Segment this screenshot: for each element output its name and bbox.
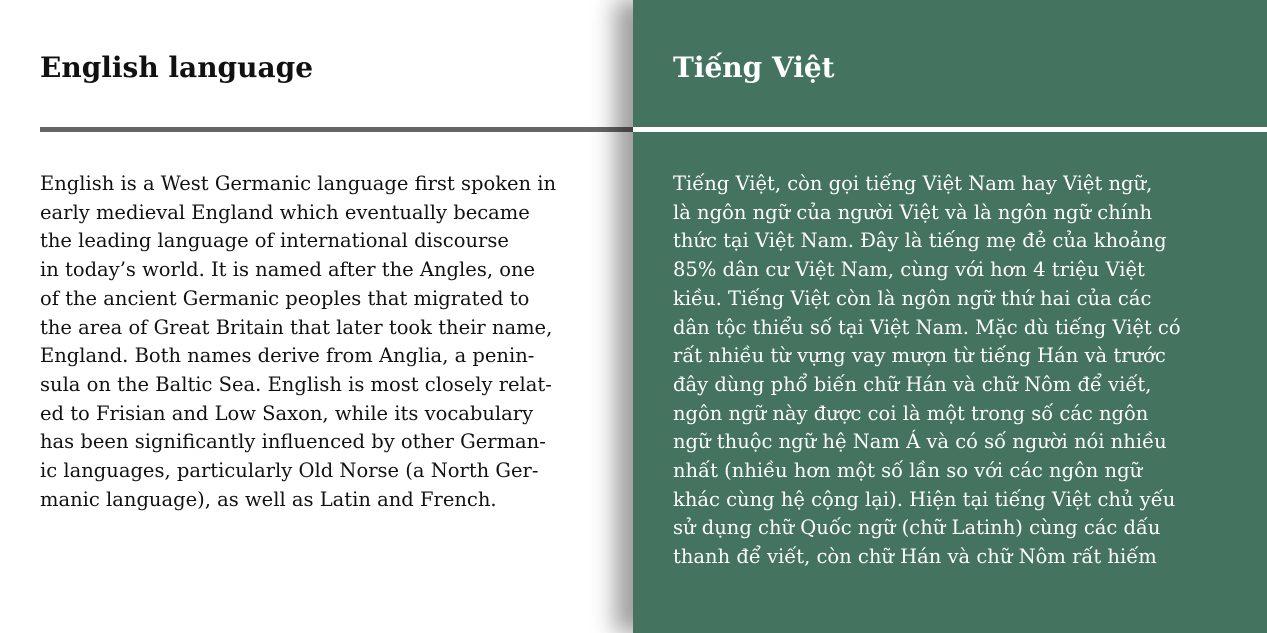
vietnamese-body-line: 85% dân cư Việt Nam, cùng với hơn 4 triệu Việt — [673, 258, 1145, 282]
vietnamese-body-line: đây dùng phổ biến chữ Hán và chữ Nôm để viết, — [673, 372, 1152, 396]
english-body-line: has been significantly influenced by other German- — [40, 430, 546, 454]
vietnamese-body-line: sử dụng chữ Quốc ngữ (chữ Latinh) cùng các dấu — [673, 516, 1161, 540]
english-body-line: in today’s world. It is named after the Angles, one — [40, 258, 536, 282]
vietnamese-body-line: rất nhiều từ vựng vay mượn từ tiếng Hán và trước — [673, 344, 1166, 368]
vietnamese-body-line: thức tại Việt Nam. Đây là tiếng mẹ đẻ của khoảng — [673, 229, 1167, 253]
english-body-line: of the ancient Germanic peoples that migrated to — [40, 286, 530, 310]
english-body-line: manic language), as well as Latin and French. — [40, 487, 497, 511]
vietnamese-body-line: ngôn ngữ này được coi là một trong số các ngôn — [673, 401, 1149, 425]
english-body-line: sula on the Baltic Sea. English is most closely relat- — [40, 372, 552, 396]
english-divider — [40, 127, 633, 132]
english-body-line: early medieval England which eventually became — [40, 200, 530, 224]
english-body-line: ic languages, particularly Old Norse (a North Ger- — [40, 459, 539, 483]
vietnamese-divider — [633, 127, 1267, 132]
vietnamese-body-line: thanh để viết, còn chữ Hán và chữ Nôm rất hiếm — [673, 545, 1157, 569]
vietnamese-body — [673, 170, 1181, 572]
vietnamese-body-line: Tiếng Việt, còn gọi tiếng Việt Nam hay Việt ngữ, — [673, 172, 1153, 195]
vietnamese-body-line: dân tộc thiểu số tại Việt Nam. Mặc dù tiếng Việt có — [673, 315, 1181, 339]
english-body-line: English is a West Germanic language first spoken in — [40, 172, 557, 195]
english-body — [40, 170, 556, 514]
vietnamese-title: Tiếng Việt — [673, 51, 835, 84]
english-body-line: ed to Frisian and Low Saxon, while its vocabulary — [40, 401, 534, 425]
english-title: English language — [40, 51, 314, 84]
vietnamese-body-line: kiều. Tiếng Việt còn là ngôn ngữ thứ hai của các — [673, 286, 1152, 310]
vietnamese-body-line: nhất (nhiều hơn một số lần so với các ngôn ngữ — [673, 459, 1143, 483]
vietnamese-body-line: khác cùng hệ cộng lại). Hiện tại tiếng Việt chủ yếu — [673, 487, 1176, 511]
english-body-line: the area of Great Britain that later took their name, — [40, 315, 553, 339]
vietnamese-panel — [633, 0, 1267, 633]
vietnamese-body-line: ngữ thuộc ngữ hệ Nam Á và có số người nói nhiều — [673, 430, 1167, 454]
english-panel — [0, 0, 633, 633]
english-body-line: the leading language of international discourse — [40, 229, 509, 253]
vietnamese-body-line: là ngôn ngữ của người Việt và là ngôn ngữ chính — [673, 200, 1153, 224]
english-body-line: England. Both names derive from Anglia, a penin- — [40, 344, 535, 368]
